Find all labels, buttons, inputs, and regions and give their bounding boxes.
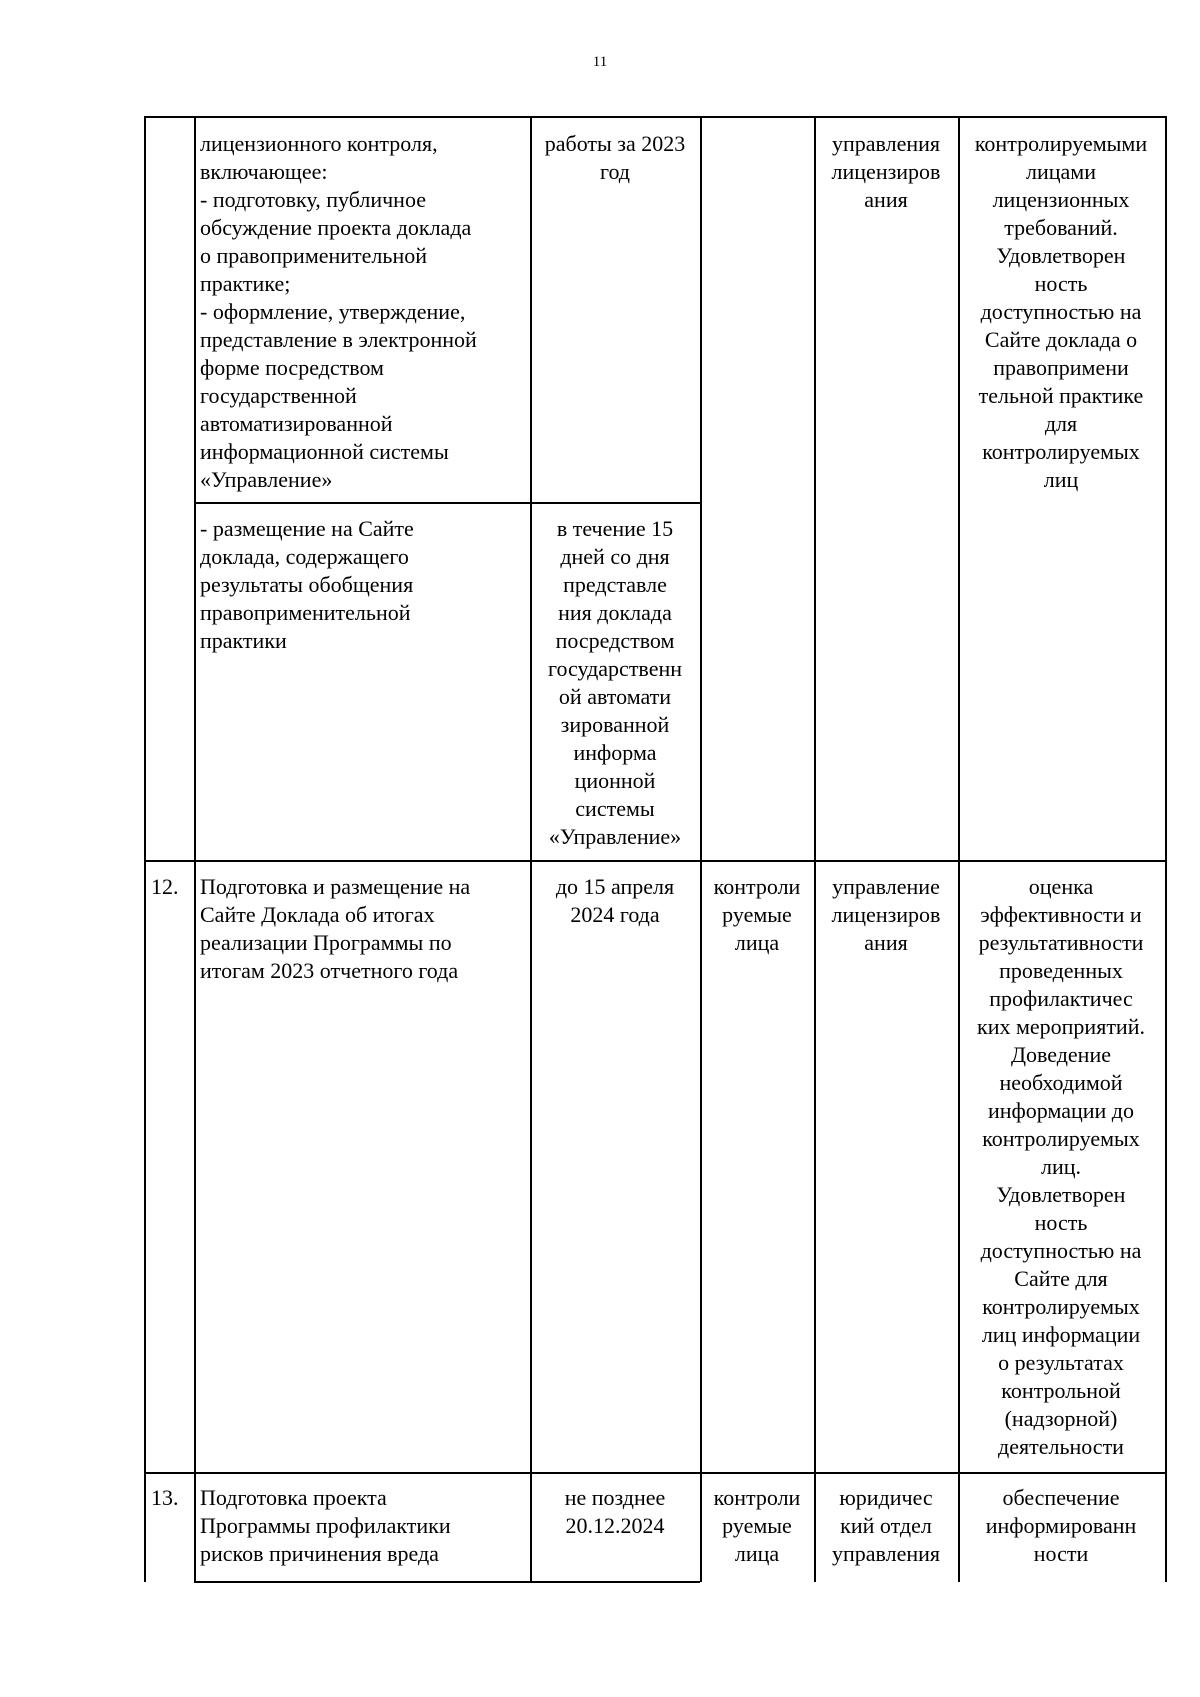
row-13-partial-bottom-border: [194, 1581, 700, 1583]
row-12-responsible: управление лицензиров ания: [831, 874, 941, 955]
row-11-inner-divider: [194, 502, 700, 504]
page-number: 11: [592, 54, 608, 70]
row-12-number: 12.: [151, 874, 179, 899]
row-11-activity-part1: лицензионного контроля, включающее: - подготовку, публичное обсуждение проекта доклада о правоприменительной практике; - оформление, утверждение, представление в электронной форме посредством государственной автоматизированной информационной системы «Управление»: [200, 131, 477, 492]
row-13-subjects: контроли руемые лица: [713, 1485, 801, 1566]
row-12-bottom-border: [144, 1472, 1166, 1474]
column-divider-responsible: [958, 116, 960, 1582]
column-divider-activity: [530, 116, 532, 1582]
column-divider-deadline: [700, 116, 702, 1582]
table-left-border: [144, 116, 146, 1582]
row-11-activity-part2: - размещение на Сайте доклада, содержащего результаты обобщения правоприменительной практики: [200, 516, 414, 653]
row-13-activity: Подготовка проекта Программы профилактики рисков причинения вреда: [200, 1485, 451, 1566]
row-12-subjects: контроли руемые лица: [713, 874, 801, 955]
row-11-result: контролируемыми лицами лицензионных требований. Удовлетворен ность доступностью на Сайте доклада о правопримени тельной практике для контролируемых лиц: [974, 131, 1148, 492]
row-12-result: оценка эффективности и результативности проведенных профилактичес ких мероприятий. Доведение необходимой информации до контролируемых лиц. Удовлетворен ность доступностью на Сайте для контролируемых лиц информации о результатах контрольной (надзорной) деятельности: [977, 874, 1145, 1459]
row-11-responsible: управления лицензиров ания: [831, 131, 941, 212]
row-11-deadline-part2: в течение 15 дней со дня представле ния доклада посредством государственн ой автомати зированной информа ционной системы «Управление»: [547, 516, 683, 849]
row-13-responsible: юридичес кий отдел управления: [831, 1485, 941, 1566]
table-top-border: [144, 116, 1166, 118]
row-11-deadline-part1: работы за 2023 год: [544, 131, 686, 184]
row-13-number: 13.: [151, 1485, 179, 1510]
column-divider-number: [194, 116, 196, 1582]
row-11-bottom-border: [144, 860, 1166, 862]
table-right-border: [1165, 116, 1167, 1582]
row-13-result: обеспечение информированн ности: [985, 1485, 1137, 1566]
row-12-activity: Подготовка и размещение на Сайте Доклада об итогах реализации Программы по итогам 2023 отчетного года: [200, 874, 471, 983]
column-divider-subjects: [814, 116, 816, 1582]
row-12-deadline: до 15 апреля 2024 года: [555, 874, 675, 927]
row-13-deadline: не позднее 20.12.2024: [564, 1485, 666, 1538]
